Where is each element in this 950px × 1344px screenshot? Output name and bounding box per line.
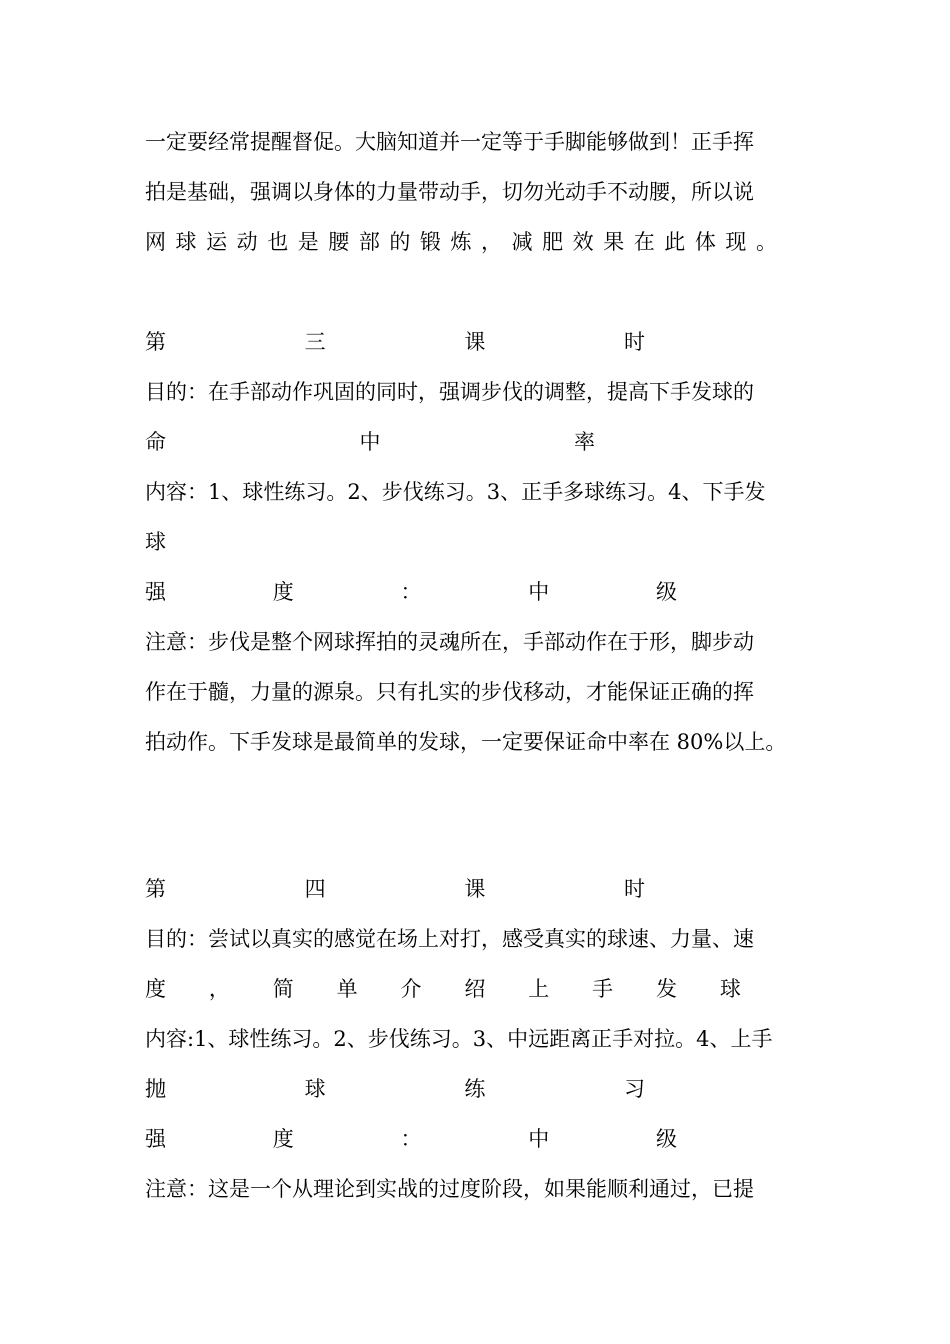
- justified-char: 球: [719, 977, 741, 1001]
- justified-char: 级: [656, 1127, 677, 1151]
- justified-char: 锻: [419, 230, 441, 254]
- justified-char: 也: [267, 230, 289, 254]
- justified-char: 在: [633, 230, 655, 254]
- justified-char: 时: [623, 877, 645, 901]
- justified-char: 绍: [464, 977, 486, 1001]
- justified-char: 率: [574, 430, 595, 454]
- lesson4-content-line-2: [145, 1075, 645, 1103]
- justified-char: 度: [272, 580, 294, 604]
- justified-char: 命: [145, 430, 166, 454]
- lesson4-note-line-1: 注意：这是一个从理论到实战的过度阶段，如果能顺利通过，已提: [145, 1177, 754, 1201]
- justified-char: 发: [656, 977, 677, 1001]
- justified-char: ，: [481, 230, 503, 254]
- justified-char: 网: [145, 230, 166, 254]
- justified-char: 腰: [328, 230, 350, 254]
- lesson3-intensity: [145, 578, 677, 606]
- justified-char: 抛: [145, 1077, 166, 1101]
- justified-char: 简: [272, 977, 294, 1001]
- lesson3-purpose-line-1: 目的：在手部动作巩固的同时，强调步伐的调整，提高下手发球的: [145, 380, 754, 404]
- justified-char: 时: [623, 330, 645, 354]
- justified-char: 果: [603, 230, 625, 254]
- lesson3-content-line-1: 内容：1、球性练习。2、步伐练习。3、正手多球练习。4、下手发: [145, 480, 766, 504]
- justified-char: 体: [694, 230, 716, 254]
- lesson4-content-line-1: 内容:1、球性练习。2、步伐练习。3、中远距离正手对拉。4、上手: [145, 1027, 773, 1051]
- justified-char: 课: [464, 877, 486, 901]
- justified-char: 第: [145, 877, 166, 901]
- justified-char: 中: [528, 1127, 550, 1151]
- justified-char: 的: [389, 230, 411, 254]
- lesson4-purpose-line-1: 目的：尝试以真实的感觉在场上对打，感受真实的球速、力量、速: [145, 927, 754, 951]
- justified-char: 球: [175, 230, 197, 254]
- justified-char: 度: [272, 1127, 294, 1151]
- justified-char: 。: [755, 230, 777, 254]
- justified-char: 动: [236, 230, 258, 254]
- intro-line-1: 一定要经常提醒督促。大脑知道并一定等于手脚能够做到！正手挥: [145, 130, 754, 154]
- lesson3-note-line-3: 拍动作。下手发球是最简单的发球，一定要保证命中率在 80%以上。: [145, 730, 787, 754]
- justified-char: 是: [297, 230, 319, 254]
- justified-char: 四: [304, 877, 326, 901]
- justified-char: 习: [623, 1077, 645, 1101]
- justified-char: 运: [206, 230, 228, 254]
- lesson3-purpose-line-2: [145, 428, 595, 456]
- justified-char: 减: [511, 230, 533, 254]
- justified-char: 现: [725, 230, 747, 254]
- justified-char: 效: [572, 230, 594, 254]
- justified-char: 练: [464, 1077, 486, 1101]
- justified-char: 强: [145, 1127, 166, 1151]
- justified-char: 部: [358, 230, 380, 254]
- justified-char: 单: [336, 977, 358, 1001]
- justified-char: ：: [400, 1127, 422, 1151]
- justified-char: 课: [464, 330, 486, 354]
- intro-line-3: [145, 228, 777, 256]
- justified-char: 第: [145, 330, 166, 354]
- justified-char: ，: [208, 977, 230, 1001]
- justified-char: 度: [145, 977, 166, 1001]
- justified-char: 三: [304, 330, 326, 354]
- justified-char: 球: [304, 1077, 326, 1101]
- justified-char: 肥: [542, 230, 564, 254]
- lesson4-intensity: [145, 1125, 677, 1153]
- justified-char: 中: [528, 580, 550, 604]
- lesson4-title: [145, 875, 645, 903]
- justified-char: 上: [528, 977, 550, 1001]
- lesson4-purpose-line-2: [145, 975, 741, 1003]
- justified-char: 中: [359, 430, 381, 454]
- justified-char: 此: [664, 230, 686, 254]
- lesson3-note-line-1: 注意：步伐是整个网球挥拍的灵魂所在，手部动作在于形，脚步动: [145, 630, 754, 654]
- justified-char: 手: [592, 977, 614, 1001]
- lesson3-content-line-2: 球: [145, 530, 166, 554]
- justified-char: 介: [400, 977, 422, 1001]
- lesson3-title: [145, 328, 645, 356]
- justified-char: 级: [656, 580, 677, 604]
- lesson3-note-line-2: 作在于髓，力量的源泉。只有扎实的步伐移动，才能保证正确的挥: [145, 680, 754, 704]
- intro-line-2: 拍是基础，强调以身体的力量带动手，切勿光动手不动腰，所以说: [145, 180, 754, 204]
- justified-char: 强: [145, 580, 166, 604]
- justified-char: ：: [400, 580, 422, 604]
- justified-char: 炼: [450, 230, 472, 254]
